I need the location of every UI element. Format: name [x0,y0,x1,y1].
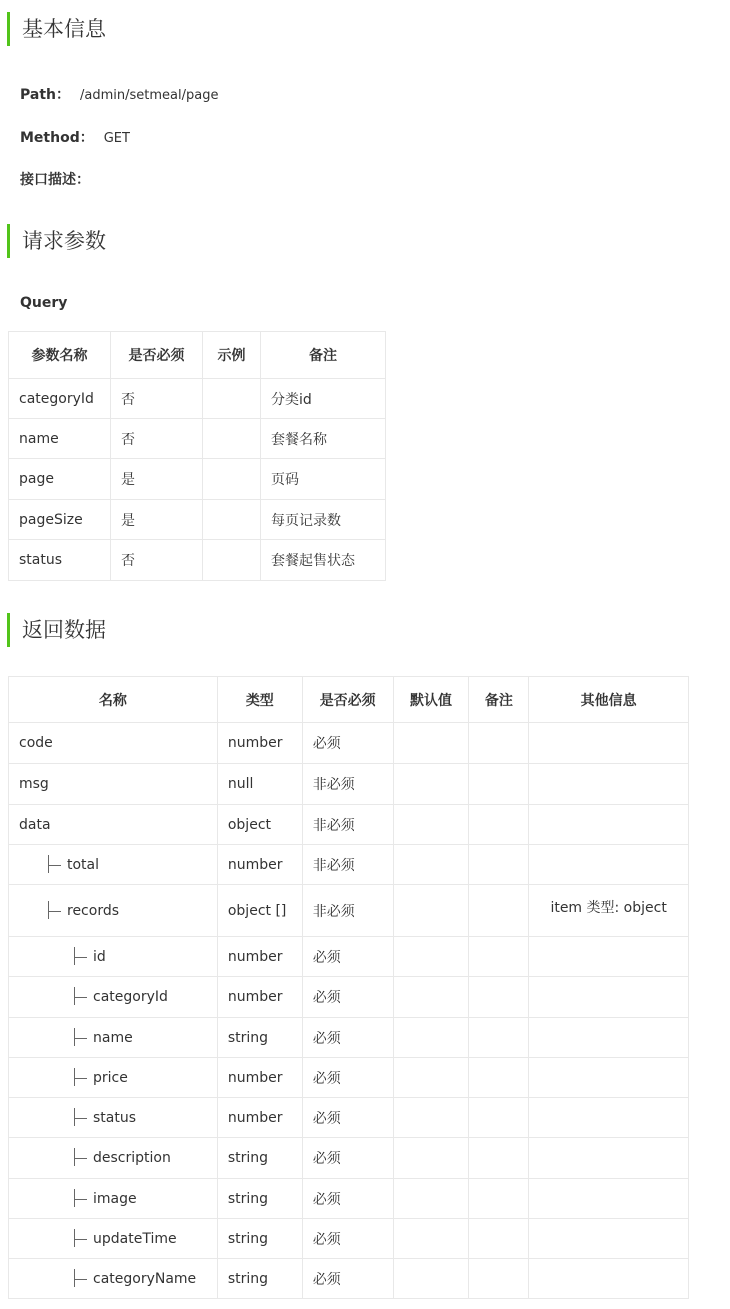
header-cell: 是否必须 [111,332,203,379]
field-other [529,937,689,977]
param-name: status [9,540,111,581]
tree-branch-icon [71,990,93,1004]
method-field [20,127,130,147]
field-other [529,1259,689,1299]
field-name: total [67,856,100,873]
field-name: code [19,735,53,751]
table-row [9,764,689,805]
field-type: object [217,805,302,845]
header-cell: 默认值 [393,677,469,723]
field-note [469,1018,529,1058]
field-default [393,1058,469,1098]
description-label: 接口描述： [20,172,90,188]
field-other [529,1219,689,1259]
field-required: 必须 [302,1018,393,1058]
field-default [393,805,469,845]
response-table [8,676,689,1299]
field-name-cell [9,1058,218,1098]
table-row [9,937,689,977]
header-cell: 类型 [217,677,302,723]
section-title-request: 请求参数 [7,224,106,258]
query-params-table [8,331,386,581]
field-name-cell [9,723,218,764]
field-default [393,1098,469,1138]
table-row [9,1259,689,1299]
tree-branch-icon [71,1192,93,1206]
param-example [203,419,261,459]
param-example [203,459,261,500]
field-name-cell [9,1259,218,1299]
table-row [9,1098,689,1138]
tree-branch-icon [71,1151,93,1165]
header-cell: 备注 [469,677,529,723]
table-row [9,1179,689,1219]
field-required: 必须 [302,1219,393,1259]
param-note: 套餐起售状态 [261,540,386,581]
field-other [529,723,689,764]
field-type: number [217,845,302,885]
table-row [9,723,689,764]
table-row [9,1058,689,1098]
path-value: /admin/setmeal/page [80,88,219,103]
field-type: number [217,977,302,1018]
table-row [9,459,386,500]
field-name: price [93,1069,128,1086]
field-type: string [217,1259,302,1299]
field-name-cell [9,1138,218,1179]
tree-branch-icon [71,1071,93,1085]
field-required: 必须 [302,1098,393,1138]
param-example [203,379,261,419]
tree-branch-icon [71,1031,93,1045]
header-cell: 备注 [261,332,386,379]
param-required: 是 [111,459,203,500]
field-name: records [67,902,120,919]
param-note: 分类id [261,379,386,419]
field-type: string [217,1018,302,1058]
field-type: number [217,1098,302,1138]
field-default [393,723,469,764]
field-other: item 类型: object [529,885,689,937]
field-other [529,1058,689,1098]
field-other [529,764,689,805]
field-type: number [217,937,302,977]
field-default [393,937,469,977]
field-note [469,937,529,977]
param-example [203,500,261,540]
field-name: data [19,816,51,833]
header-cell: 名称 [9,677,218,723]
param-required: 否 [111,379,203,419]
field-other [529,1179,689,1219]
field-other [529,1098,689,1138]
table-row [9,845,689,885]
table-row [9,1219,689,1259]
table-row [9,500,386,540]
param-note: 页码 [261,459,386,500]
tree-branch-icon [71,950,93,964]
field-name: updateTime [93,1230,177,1247]
field-note [469,805,529,845]
field-name: name [93,1029,133,1046]
field-type: string [217,1138,302,1179]
field-required: 必须 [302,1179,393,1219]
field-note [469,764,529,805]
tree-branch-icon [71,1232,93,1246]
field-other [529,977,689,1018]
header-cell: 是否必须 [302,677,393,723]
tree-branch-icon [71,1111,93,1125]
field-note [469,977,529,1018]
field-note [469,1219,529,1259]
field-name-cell [9,937,218,977]
field-type: string [217,1179,302,1219]
method-value: GET [103,131,130,146]
field-name-cell [9,1219,218,1259]
param-note: 每页记录数 [261,500,386,540]
param-name: page [9,459,111,500]
field-other [529,845,689,885]
query-label [20,295,77,311]
query-label-text: Query [20,295,68,311]
field-type: object [] [217,885,302,937]
field-note [469,1138,529,1179]
field-note [469,1098,529,1138]
field-name: categoryName [93,1270,197,1287]
field-other [529,1018,689,1058]
table-row [9,805,689,845]
field-required: 非必须 [302,885,393,937]
tree-branch-icon [71,1272,93,1286]
param-required: 是 [111,500,203,540]
description-field [20,169,100,189]
field-note [469,723,529,764]
field-required: 必须 [302,723,393,764]
field-required: 非必须 [302,805,393,845]
table-row [9,379,386,419]
field-required: 非必须 [302,764,393,805]
section-title-basic: 基本信息 [7,12,106,46]
field-type: string [217,1219,302,1259]
field-name: image [93,1190,137,1207]
field-name-cell [9,1018,218,1058]
header-cell: 其他信息 [529,677,689,723]
field-required: 必须 [302,937,393,977]
field-name-cell [9,1098,218,1138]
table-row [9,1018,689,1058]
field-name: status [93,1109,137,1126]
field-default [393,1259,469,1299]
field-note [469,1259,529,1299]
field-default [393,1138,469,1179]
header-cell: 示例 [203,332,261,379]
field-other [529,805,689,845]
field-type: number [217,1058,302,1098]
param-name: pageSize [9,500,111,540]
field-default [393,845,469,885]
path-field [20,84,218,104]
method-label: Method： [20,130,94,146]
section-title-response: 返回数据 [7,613,106,647]
param-name: name [9,419,111,459]
field-required: 非必须 [302,845,393,885]
field-default [393,1219,469,1259]
field-default [393,764,469,805]
field-name-cell [9,764,218,805]
param-required: 否 [111,419,203,459]
field-name: msg [19,776,49,792]
header-cell: 参数名称 [9,332,111,379]
field-default [393,1179,469,1219]
table-row [9,885,689,937]
field-default [393,885,469,937]
field-note [469,1179,529,1219]
table-row [9,977,689,1018]
field-note [469,885,529,937]
path-label: Path： [20,87,70,103]
table-row [9,540,386,581]
field-required: 必须 [302,1138,393,1179]
table-row [9,1138,689,1179]
table-row [9,419,386,459]
field-note [469,845,529,885]
tree-branch-icon [45,904,67,918]
field-default [393,1018,469,1058]
param-note: 套餐名称 [261,419,386,459]
field-note [469,1058,529,1098]
table-header-row [9,677,689,723]
field-name-cell [9,805,218,845]
field-type: null [217,764,302,805]
field-name: description [93,1150,171,1166]
field-required: 必须 [302,1058,393,1098]
field-name-cell [9,845,218,885]
field-name: id [93,948,106,965]
field-name: categoryId [93,989,168,1005]
field-name-cell [9,1179,218,1219]
field-default [393,977,469,1018]
field-name-cell [9,885,218,937]
field-required: 必须 [302,1259,393,1299]
tree-branch-icon [45,858,67,872]
field-other [529,1138,689,1179]
param-example [203,540,261,581]
table-header-row [9,332,386,379]
param-name: categoryId [9,379,111,419]
field-name-cell [9,977,218,1018]
field-required: 必须 [302,977,393,1018]
field-type: number [217,723,302,764]
param-required: 否 [111,540,203,581]
